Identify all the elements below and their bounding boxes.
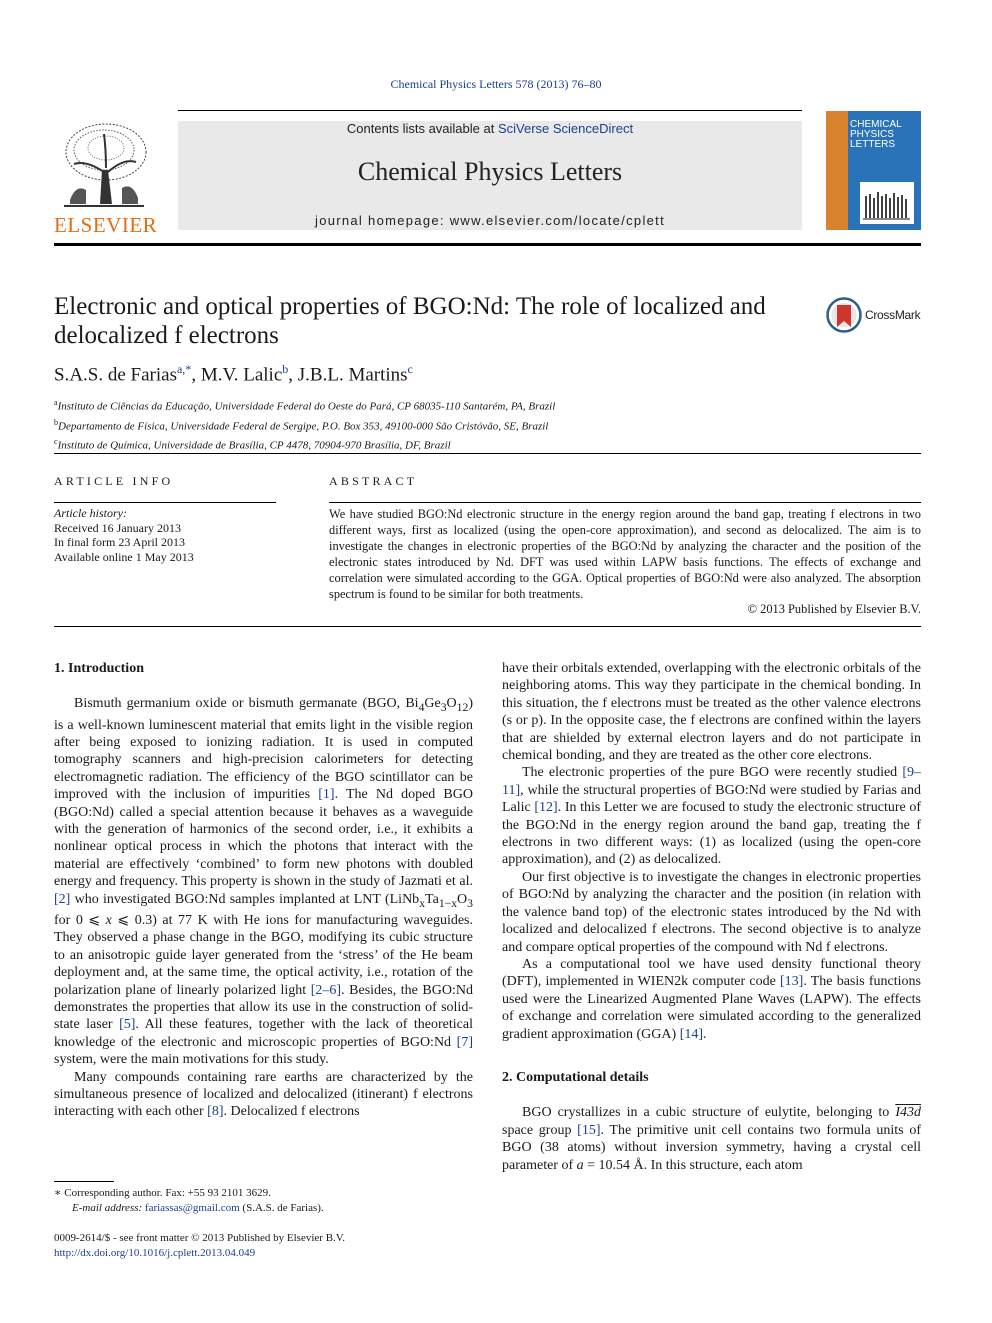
citation-link[interactable]: [1] — [318, 787, 335, 803]
footnote-rule — [54, 1181, 114, 1182]
history-label: Article history: — [54, 506, 127, 520]
history-received: Received 16 January 2013 — [54, 520, 181, 535]
body-text: ) is a well-known luminescent material that emits light in the visible region after being exposed to ionizing radiation. It is used in computed tomography scanners and high-precision calorimeters for detecting electromagnetic radiation. The efficiency of the BGO scintillator can be improved with the inclusion of impurities — [54, 696, 473, 803]
body-text: ) at 77 K with He ions for manufacturing waveguides. They observed a phase change in the BGO, modifying its cubic structure to an anisotropic guide layer generated from the ‘stress’ of the He beam deployment and, at the same time, the optical activity, i.e., rotation of the polarization plane of linearly polarized light — [54, 912, 474, 998]
email-link[interactable]: fariassas@gmail.com — [144, 1201, 240, 1214]
body-text: who investigated BGO:Nd samples implanted at LNT (LiNb — [70, 891, 420, 907]
body-text: . Besides, the BGO:Nd demonstrates the properties that allow its use in the construction of solid-state laser — [54, 982, 473, 1033]
cover-text-line: PHYSICS — [850, 129, 894, 140]
author-list — [54, 362, 854, 386]
body-text: . All these features, together with the lack of theoretical knowledge of the electronic and microscopic properties of BGO:Nd — [54, 1017, 473, 1050]
email-label: E-mail address: — [72, 1201, 145, 1214]
journal-title: Chemical Physics Letters — [357, 157, 623, 186]
body-text: , while the structural properties of BGO:Nd were studied by Farias and Lalic — [502, 782, 921, 816]
body-text: . The primitive unit cell contains two formula units of BGO (38 atoms) without inversion symmetry, having a crystal cell parameter of — [502, 1122, 921, 1173]
article-history — [54, 506, 276, 564]
history-final-form: In final form 23 April 2013 — [54, 535, 185, 549]
sciencedirect-link[interactable]: SciVerse ScienceDirect — [497, 121, 634, 136]
article-title — [54, 292, 814, 350]
body-column-right — [502, 660, 921, 1174]
body-paragraph: have their orbitals extended, overlapping with the electronic orbitals of the neighboring atoms. This way they participate in the chemical bonding. In this situation, the f electrons must be treated as the other valence electrons (s or p). In the opposite case, the f electrons are confined within the layers that are shielded by external electron layers and do not participate in chemical bonding, and they are treated as the other core electrons. — [502, 661, 921, 764]
section-heading: 1. Introduction — [54, 661, 144, 676]
body-text: . Delocalized f electrons — [223, 1104, 360, 1120]
author-affiliation-mark[interactable]: c — [407, 362, 413, 376]
body-text: . The basis functions used were the Linearized Augmented Plane Waves (LAPW). The effects of exchange and correlation were simulated according to the generalized gradient approximation (GGA) — [502, 974, 921, 1042]
author-name[interactable]: S.A.S. de Farias — [54, 364, 177, 386]
running-head[interactable]: Chemical Physics Letters 578 (2013) 76–80 — [390, 77, 602, 91]
contents-prefix: Contents lists available at — [346, 121, 498, 136]
elsevier-wordmark: ELSEVIER — [54, 213, 158, 237]
body-text: BGO crystallizes in a cubic structure of eulytite, belonging to — [522, 1105, 896, 1121]
body-paragraph — [502, 764, 921, 868]
affiliation-mark: c — [54, 437, 58, 447]
body-text: . The Nd doped BGO (BGO:Nd) called a special attention because it behaves as a waveguide with the generation of harmonics of the second order, i.e., it exhibits a nonlinear optical process in which the photons that interact with the material are effectively ‘combined’ to form new photons with doubled energy and frequency. This property is shown in the study of Jazmati et al. — [54, 787, 473, 890]
cover-strip — [826, 111, 848, 230]
elsevier-logo[interactable] — [54, 120, 158, 237]
section-rule — [54, 626, 921, 627]
abstract-heading: ABSTRACT — [329, 474, 418, 488]
crossmark-badge[interactable] — [826, 297, 926, 333]
citation-link[interactable]: [2] — [54, 891, 71, 907]
affiliation-text: Instituto de Ciências da Educação, Universidade Federal do Oeste do Pará, CP 68035-110 Santarém, PA, Brazil — [57, 400, 556, 413]
author-name[interactable]: J.B.L. Martins — [297, 364, 408, 386]
journal-homepage — [178, 213, 802, 228]
citation-link[interactable]: [9–11] — [502, 765, 921, 798]
body-paragraph — [54, 1069, 473, 1121]
body-paragraph — [502, 956, 921, 1043]
body-paragraph: Our first objective is to investigate the changes in electronic properties of BGO:Nd by analyzing the character and the position (in relation with the valence band top) of the electronic states introduced by the Nd with localized and delocalized f electrons. The second objective is to analyze and compare optical properties of the compound with Nd f electrons. — [502, 869, 921, 955]
body-text: Bismuth germanium oxide or bismuth germanate (BGO, Bi — [74, 696, 419, 712]
corresponding-author-note: ∗ Corresponding author. Fax: +55 93 2101 3629. — [54, 1187, 271, 1199]
masthead-thick-rule — [54, 243, 921, 246]
body-text: system, were the main motivations for this study. — [54, 1052, 329, 1068]
citation-link[interactable]: [14] — [679, 1026, 704, 1042]
cover-title — [850, 120, 902, 150]
cover-text-line: CHEMICAL — [850, 119, 902, 130]
issn-line: 0009-2614/$ - see front matter © 2013 Published by Elsevier B.V. — [54, 1232, 346, 1244]
author-separator: , — [288, 364, 298, 386]
author-affiliation-mark[interactable]: b — [282, 362, 289, 376]
article-title-line: Electronic and optical properties of BGO:Nd: The role of localized and — [54, 293, 766, 320]
page-footer — [54, 1231, 474, 1260]
affiliation-mark: b — [54, 417, 58, 427]
homepage-prefix: journal homepage: — [315, 213, 450, 228]
body-paragraph: Bismuth germanium oxide or bismuth germanate (BGO, $Bi_4Ge_3O_{12}$) is a well-known luminescent material that emits light in the visible region after being exposed to ionizing radiation. It is used in computed tomography scanners and high-precision calorimeters for detecting electromagnetic radiation. The efficiency of the BGO scintillator can be improved with the inclusion of impurities [1]. The Nd doped BGO (BGO:Nd) called a special attention because it behaves as a waveguide with the generation of harmonics of the second order, i.e., it exhibits a nonlinear optical process in which the photons that interact with the material are effectively ‘combined’ to form new photons with doubled energy and frequency. This property is shown in the study of Jazmati et al. [2] who investigated BGO:Nd samples implanted at LNT ($LiNb_xTa_{1-x}O_3$ for 0 ⩽ x ⩽ 0.3) at 77 K with He ions for manufacturing waveguides. They observed a phase change in the BGO, modifying its cubic structure to an anisotropic guide layer generated from the ‘stress’ of the He beam deployment and, at the same time, the optical activity, i.e., rotation of the polarization plane of linearly polarized light [2–6]. Besides, the BGO:Nd demonstrates the properties that allow its use in the construction of solid-state laser [5]. All these features, together with the lack of theoretical knowledge of the electronic and microscopic properties of BGO:Nd [7] system, were the main motivations for this study. — [54, 696, 474, 1068]
affiliation-text: Instituto de Química, Universidade de Brasília, CP 4478, 70904-970 Brasília, DF, Brazil — [57, 439, 451, 452]
body-text: . — [703, 1026, 707, 1042]
body-text: space group — [502, 1122, 578, 1138]
author-affiliation-mark[interactable]: a,* — [176, 362, 192, 376]
body-column-left — [54, 660, 473, 1121]
citation-link[interactable]: [7] — [456, 1034, 473, 1050]
body-text: The electronic properties of the pure BGO were recently studied — [522, 765, 903, 781]
cover-text-line: LETTERS — [850, 139, 896, 150]
abstract-rule — [329, 502, 921, 503]
history-online: Available online 1 May 2013 — [54, 549, 194, 564]
doi-link[interactable]: http://dx.doi.org/10.1016/j.cplett.2013.04.049 — [54, 1246, 256, 1259]
cover-figure-icon — [860, 182, 914, 224]
elsevier-tree-icon — [56, 120, 152, 212]
citation-link[interactable]: [8] — [207, 1104, 224, 1120]
body-text: As a computational tool we have used density functional theory (DFT), implemented in WIEN2k computer code — [502, 956, 921, 990]
journal-cover[interactable] — [826, 111, 921, 230]
lattice-symbol: a — [576, 1157, 584, 1173]
section-heading: 2. Computational details — [502, 1069, 649, 1085]
article-title-line: delocalized f electrons — [54, 322, 279, 349]
space-group-symbol: I43d — [895, 1105, 921, 1121]
masthead-rule — [178, 110, 802, 111]
section-rule — [54, 453, 921, 454]
crossmark-label: CrossMark — [865, 308, 921, 322]
affiliation — [54, 415, 854, 435]
affiliation-mark: a — [54, 398, 58, 407]
citation-link[interactable]: [2–6] — [310, 982, 342, 998]
footnote — [54, 1186, 474, 1215]
article-info-rule — [54, 502, 276, 503]
citation-link[interactable]: [5] — [119, 1017, 136, 1033]
body-paragraph — [502, 1104, 921, 1174]
affiliation-text: Departamento de Física, Universidade Federal de Sergipe, P.O. Box 353, 49100-000 São Cristóvão, SE, Brazil — [58, 420, 549, 433]
author-separator: , — [191, 364, 201, 386]
email-line — [54, 1201, 474, 1216]
citation-link[interactable]: [13] — [779, 974, 804, 990]
affiliations — [54, 395, 854, 454]
body-text: . In this Letter we are focused to study the electronic structure of the BGO:Nd in the energy region around the band gap, treating the f electrons in two different ways: (1) as localized (using the open-core approximation), and (2) as delocalized. — [502, 800, 921, 868]
affiliation — [54, 395, 854, 415]
body-text: = 10.54 Å. In this structure, each atom — [583, 1157, 803, 1173]
masthead-box — [178, 121, 802, 230]
contents-line — [178, 121, 802, 137]
affiliation — [54, 434, 854, 454]
homepage-link[interactable]: www.elsevier.com/locate/cplett — [449, 213, 665, 228]
email-suffix: (S.A.S. de Farias). — [239, 1201, 324, 1214]
citation-link[interactable]: [12] — [534, 800, 558, 816]
abstract-text: We have studied BGO:Nd electronic structure in the energy region around the band gap, treating f electrons in two different ways, first as localized (using the open-core approximation), and second as delocalized. The aim is to investigate the changes in electronic properties of the BGO:Nd by analyzing the character and the position of the electronic states introduced by Nd. DFT was used within LAPW basis functions. The effects of exchange and correlation were simulated according to the GGA. Optical properties of BGO:Nd were also analyzed. The absorption spectrum is found to be similar for both treatments. — [329, 507, 921, 601]
abstract-copyright: © 2013 Published by Elsevier B.V. — [747, 602, 921, 616]
body-text: Many compounds containing rare earths are characterized by the simultaneous presence of localized and delocalized (itinerant) f electrons interacting with each other — [54, 1069, 473, 1120]
article-info-heading: ARTICLE INFO — [54, 474, 174, 488]
crossmark-icon — [826, 297, 862, 333]
author-name[interactable]: M.V. Lalic — [200, 364, 283, 386]
citation-link[interactable]: [15] — [577, 1122, 601, 1138]
